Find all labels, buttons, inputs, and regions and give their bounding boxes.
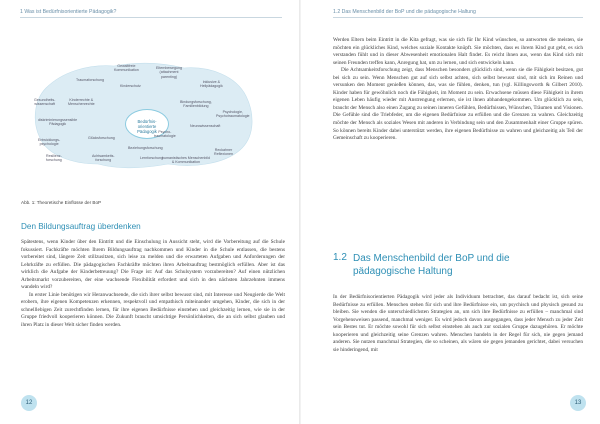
page-number-left: 12 (21, 395, 37, 411)
paragraph: In erster Linie benötigen wir Heranwachsende, die sich ihrer selbst bewusst sind, mit Interesse und Neugierde die Welt erobern, ihre eigenen Kompetenzen erkennen, respektvoll und empathisch miteinander umgehen, Kinder, die sich in der schnelllebigen Zeit zurechtfinden lernen, für ihre eigenen Bedürfnisse einstehen und gleichzeitig lernen, wie sie in der Gruppe friedvoll kooperieren können. Die Zukunft braucht umsichtige Persönlichkeiten, die an sich selbst glauben und ihren Platz in dieser Welt sicher finden werden. (21, 291, 285, 329)
diagram-concept-label (162, 156, 210, 165)
concept-line: traumatologie (154, 134, 176, 139)
page-number-right: 13 (570, 395, 586, 411)
paragraph: Werden Eltern beim Eintritt in die Kita gefragt, was sie sich für Ihr Kind wünschen, so antworten die meisten, sie möchten ein glückliches Kind, welches soziale Kontakte knüpft. Sie möchten, dass es ihrem Kind gut geht, es sich verstanden fühlt und in dieser Abwesenheit emotionalen Halt findet. Es reicht ihnen aus, wenn das Kind sich mit seinen Freunden treffen kann, Anregung hat, um zu lernen, und sich entwickeln kann. (333, 37, 583, 66)
figure-caption: Abb. 1: Theoretische Einflüsse der BoP (21, 200, 102, 205)
diagram-concept-label (190, 124, 220, 128)
concept-line: Psychotraumatologie (216, 114, 250, 119)
header-rule-left (20, 17, 282, 18)
concept-line: Familienbildung (183, 104, 209, 109)
diagram-concept-label (34, 98, 55, 107)
diagram-concept-label (200, 80, 223, 89)
concept-line: Resilienz- (46, 154, 62, 158)
concept-line: & Kommunikation (171, 160, 201, 165)
concept-line: Traumaforschung (76, 78, 105, 82)
diagram-concept-label (128, 146, 163, 150)
paragraph: Spätestens, wenn Kinder über den Eintritt und die Einschulung in Aussicht steht, wird die Vorbereitung auf die Schule fokussiert. Fachkräfte möchten Ihrem Bildungsauftrag nachkommen und Kinder in die Schule entlassen, die bestens vorbereitet sind, längere Zeit stillzusitzen, sich leise zu melden und die erwarteten Aufgaben und Anforderungen der Lehrkräfte zu erfüllen. Die pädagogischen Fachkräfte möchten ihren Arbeitsauftrag bestmöglich erfüllen. Aber ist das wirklich die Aufgabe der Kinderbetreuung? Die Frage ist: Auf das Schulsystem vorzubereiten? Auf einen nützlichen Arbeitsmarkt vorzubereiten, der eine wachsende Flexibilität erfordert und sich in den nächsten Jahrzehnten immens wandeln wird? (21, 239, 285, 291)
concept-line: forschung (95, 158, 112, 163)
concept-line: Heilpädagogik (200, 84, 223, 89)
concept-line: Elternbewegung (156, 66, 182, 70)
diagram-concept-label (114, 64, 139, 73)
paragraph: Die Achtsamkeitsforschung zeigt, dass Menschen besonders glücklich sind, wenn sie die Fähigkeit besitzen, gut bei sich zu sein. Wenn Menschen gut auf sich selbst achten, sich selbst bewusst sind, mit sich im Reinen und versunken den Moment genießen können, das, was sie fühlen, denken, tun (vgl. Killingsworth & Gilbert 2010). Kinder haben für gewöhnlich noch die Fähigkeit, im Moment zu sein. Erwachsene müssen diese Fähigkeit in ihrem eigenen Leben häufig wieder mit Anstrengung erlernen, sie ist ihnen abhandengekommen. Um glücklich zu sein, braucht der Mensch also einen Zugang zu seinen inneren Gefühlen, Bedürfnissen, Wünschen, Träumen und Visionen. Die Gefühle sind die Triebfeder, um die eigenen Bedürfnisse zu erfüllen und die Grenzen zu wahren. Gleichzeitig möchte der Mensch als soziales Wesen mit anderen in Verbindung sein und den Zusammenhalt einer Gruppe spüren. So können bereits Kinder dabei unterstützt werden, ihre eigenen Bedürfnisse zu wahren und gleichzeitig als Teil der Gemeinschaft zu kooperieren. (333, 67, 583, 142)
right-page (301, 0, 600, 424)
diagram-concept-label (38, 138, 60, 147)
left-page (0, 0, 299, 424)
concept-line: Kommunikation (114, 68, 139, 73)
diagram-concept-label (92, 154, 115, 163)
diagram-concept-label (46, 154, 62, 163)
concept-line: Menschenrechte (68, 102, 95, 107)
section-heading: Das Menschenbild der BoP und die pädagogische Haltung (353, 253, 510, 277)
right-body-text-top (333, 37, 583, 143)
diagram-concept-label (120, 84, 141, 88)
concept-line: Reckahner (214, 148, 233, 152)
concept-line: Kinderschutz (120, 84, 141, 88)
concept-line: Psycho- (158, 130, 172, 134)
concept-line: forschung (46, 158, 62, 163)
concept-line: diskriminierungssensible (38, 118, 78, 122)
concept-line: Lernforschung (140, 156, 163, 160)
concept-line: Gewaltfreie (117, 64, 136, 68)
concept-line: Bindungsforschung, (180, 100, 212, 104)
diagram-concept-label (180, 100, 212, 109)
concept-line: (attachment (159, 70, 179, 75)
concept-line: Reflexionen (214, 152, 233, 157)
center-line-1: Bedürfnis- (137, 119, 157, 124)
concept-line: Glücksforschung (88, 136, 115, 140)
concept-line: Inklusive & (202, 80, 221, 84)
section-number: 1.2 (333, 252, 347, 263)
concept-line: humanistisches Menschenbild (162, 156, 210, 160)
concept-line: Beziehungsforschung (128, 146, 163, 150)
concept-line: Kinderrechte & (69, 98, 94, 102)
right-body-text-bottom (333, 294, 583, 354)
diagram-concept-label (140, 156, 163, 160)
diagram-concept-label (154, 130, 176, 139)
diagram-concept-label (214, 148, 233, 157)
concept-line: Pädagogik (49, 122, 67, 127)
running-head-right: 1.2 Das Menschenbild der BoP und die pädagogische Haltung (333, 9, 476, 15)
concept-line: wissenschaft (34, 102, 55, 107)
diagram-concept-label (156, 66, 182, 79)
paragraph: In der Bedürfnisorientierten Pädagogik wird jeder als Individuum betrachtet, das darauf bedacht ist, sich seine Bedürfnisse zu erfüllen. Menschen stehen für sich und ihre Bedürfnisse ein, um psychisch und physisch gesund zu bleiben. Sie wenden die unterschiedlichsten Strategien an, um sich ihre Bedürfnisse zu erfüllen – manchmal sind Vorgehensweisen passend, manchmal weniger. Es wird jedoch davon ausgegangen, dass jeder Mensch zu jeder Zeit sein Bestes tut. Er möchte sowohl für sich selbst einstehen als auch zur sozialen Gruppe dazugehören. Er möchte kooperieren und gleichzeitig seine Grenzen wahren. Menschen handeln in der Regel für sich, nie gegen jemand anderen. Sie nutzen manchmal Strategien, die so scheinen, als wären sie gegen jemanden gerichtet, dabei versuchen sie hinderingend, mit (333, 294, 583, 353)
concept-line: Achtsamkeits- (92, 154, 115, 158)
diagram-concept-label (38, 118, 77, 127)
concept-line: parenting) (160, 74, 178, 79)
concept-line: psychologie (39, 142, 59, 147)
diagram-concept-label (76, 78, 104, 82)
concept-line: Neurowissenschaft (190, 124, 221, 128)
running-head-left: 1 Was ist Bedürfnisorientierte Pädagogik? (20, 9, 117, 15)
diagram-concept-label (216, 110, 250, 119)
left-body-text (21, 239, 285, 330)
center-line-3: Pädagogik (137, 129, 157, 134)
diagram-concept-label (68, 98, 95, 107)
concept-line: Entwicklungs- (38, 138, 61, 142)
diagram-concept-label (88, 136, 115, 140)
center-line-2: orientierte (137, 124, 157, 129)
concept-line: Psychologie, (222, 110, 243, 114)
section-title-left: Den Bildungsauftrag überdenken (21, 222, 141, 231)
theoretical-influences-diagram (28, 60, 258, 172)
header-rule-right (333, 17, 583, 18)
concept-line: Gesundheits- (34, 98, 56, 102)
